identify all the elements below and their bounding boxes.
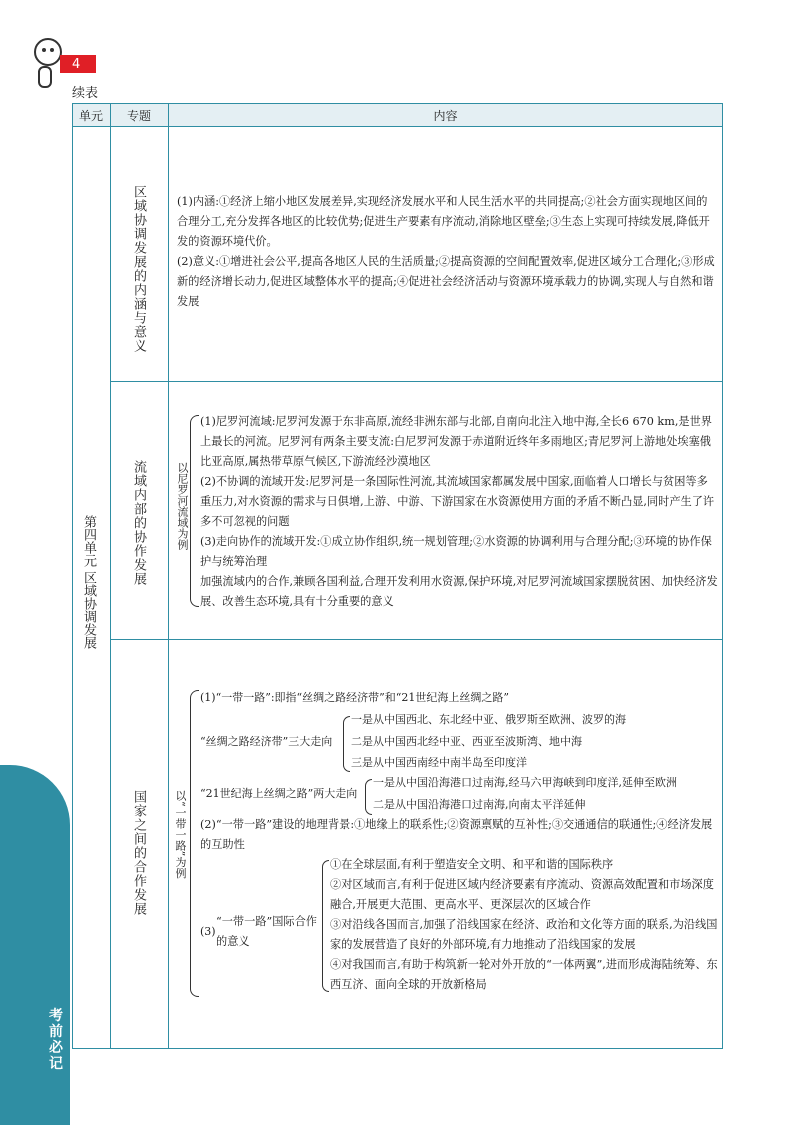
silk-road-bracket [343,716,350,772]
header-content: 内容 [433,108,458,123]
row3-bracket [190,690,199,997]
row-divider [110,381,723,382]
row3-example-label: 以“一带一路”为例 [174,790,187,879]
row3-item3-bracket [322,860,329,992]
row2-paragraph: 加强流域内的合作,兼顾各国利益,合理开发利用水资源,保护环境,对尼罗河流域国家摆脱贫困、加快经济发展、改善生态环境,具有十分重要的意义 [200,575,718,608]
maritime-label: “21世纪海上丝绸之路”两大走向 [200,787,358,800]
side-tab-label: 考前必记 [49,1008,63,1072]
silk-road-label: “丝绸之路经济带”三大走向 [200,735,333,748]
row3-item2: (2)“一带一路”建设的地理背景:①地缘上的联系性;②资源禀赋的互补性;③交通通信的联通性;④经济发展的互助性 [200,818,713,851]
continued-label: 续表 [72,86,99,101]
row3-item3-label: “一带一路”国际合作的意义 [216,915,317,948]
row2-paragraph: (2)不协调的流域开发:尼罗河是一条国际性河流,其流域国家都属发展中国家,面临着人口增长与贫困等多重压力,对水资源的需求与日俱增,上游、中游、下游国家在水资源使用方面的矛盾不断凸显,同时产生了许多不可忽视的问题 [200,475,715,528]
topic-2: 流域内部的协作发展 [131,460,146,586]
row1-paragraph: (1)内涵:①经济上缩小地区发展差异,实现经济发展水平和人民生活水平的共同提高;②社会方面实现地区间的合理分工,充分发挥各地区的比较优势;促进生产要素有序流动,消除地区壁垒;③生态上实现可持续发展,降低开发的资源环境代价。 [177,195,710,248]
row-divider [110,639,723,640]
row2-paragraph: (3)走向协作的流域开发:①成立协作组织,统一规划管理;②水资源的协调利用与合理分配;③环境的协作保护与统筹治理 [200,535,712,568]
maritime-bracket [365,779,372,815]
header-topic: 专题 [126,108,151,123]
silk-road-route: 二是从中国西北经中亚、西亚至波斯湾、地中海 [351,735,582,748]
row1-content [177,192,715,312]
mascot-icon [34,38,62,66]
silk-road-route: 三是从中国西南经中南半岛至印度洋 [351,756,527,769]
maritime-route: 一是从中国沿海港口过南海,经马六甲海峡到印度洋,延伸至欧洲 [373,776,677,789]
silk-road-route: 一是从中国西北、东北经中亚、俄罗斯至欧洲、波罗的海 [351,713,626,726]
topic-1: 区域协调发展的内涵与意义 [131,185,146,353]
page-number: 4 [60,55,96,73]
row3-item3-point: ②对区域而言,有利于促进区域内经济要素有序流动、资源高效配置和市场深度融合,开展更大范围、更高水平、更深层次的区域合作 [330,878,714,911]
row2-bracket [190,415,199,607]
row3-item3-point: ④对我国而言,有助于构筑新一轮对外开放的“一体两翼”,进而形成海陆统筹、东西互济、面向全球的开放新格局 [330,958,718,991]
column-divider [168,103,169,1049]
row3-item3-number: (3) [200,925,216,938]
topic-3: 国家之间的合作发展 [131,790,146,916]
row3-item3-point: ③对沿线各国而言,加强了沿线国家在经济、政治和文化等方面的联系,为沿线国家的发展营造了良好的外部环境,有力地推动了沿线国家的发展 [330,918,718,951]
row2-example-label: 以尼罗河流域为例 [176,462,189,550]
row1-paragraph: (2)意义:①增进社会公平,提高各地区人民的生活质量;②提高资源的空间配置效率,促进区域分工合理化;③形成新的经济增长动力,促进区域整体水平的提高;④促进社会经济活动与资源环境承载力的协调,实现人与自然和谐发展 [177,255,715,308]
row2-paragraph: (1)尼罗河流域:尼罗河发源于东非高原,流经非洲东部与北部,自南向北注入地中海,全长6 670 km,是世界上最长的河流。尼罗河有两条主要支流:白尼罗河发源于赤道附近终年多雨地区;青尼罗河上游地处埃塞俄比亚高原,属热带草原气候区,下游流经沙漠地区 [200,415,712,468]
row3-item1: (1)“一带一路”:即指“丝绸之路经济带”和“21世纪海上丝绸之路” [200,691,510,704]
row2-content [200,412,718,612]
row3-item3-point: ①在全球层面,有利于塑造安全文明、和平和谐的国际秩序 [330,858,614,871]
unit-name: 第四单元 区域协调发展 [81,515,96,650]
header-unit: 单元 [78,108,103,123]
row3-item3-points [330,855,718,995]
column-divider [110,103,111,1049]
maritime-route: 二是从中国沿海港口过南海,向南太平洋延伸 [373,798,586,811]
